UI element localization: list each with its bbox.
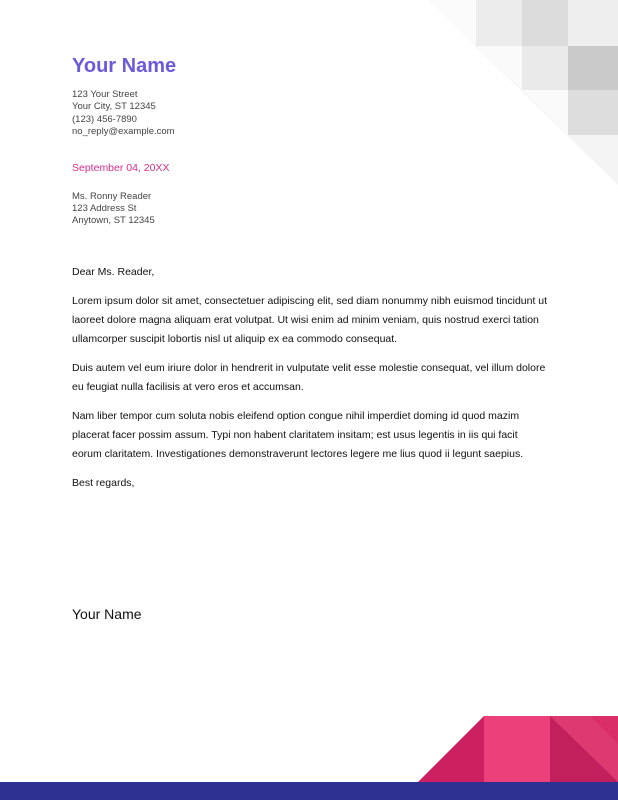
salutation: Dear Ms. Reader,: [72, 266, 155, 278]
recipient-address: [72, 191, 155, 227]
letter-date: September 04, 20XX: [72, 162, 170, 174]
header-decoration: [428, 0, 618, 185]
paragraph: Nam liber tempor cum soluta nobis eleifend option congue nihil imperdiet doming id quod mazim placerat facer possim assum. Typi non habent claritatem insitam; est usus legentis in iis qui facit eorum claritatem. Investigationes demonstraverunt lectores legere me lius quod ii legunt saepius.: [72, 410, 524, 460]
footer-band: [0, 782, 618, 800]
sender-street: 123 Your Street: [72, 89, 138, 100]
recipient-street: 123 Address St: [72, 203, 137, 214]
sender-phone: (123) 456-7890: [72, 113, 137, 125]
paragraph: Lorem ipsum dolor sit amet, consectetuer adipiscing elit, sed diam nonummy nibh euismod tincidunt ut laoreet dolore magna aliquam erat volutpat. Ut wisi enim ad minim veniam, quis nostrud exerci tation ullamcorper suscipit lobortis nisl ut aliquip ex ea commodo consequat.: [72, 295, 548, 345]
signature-name: Your Name: [72, 606, 142, 622]
sender-city: Your City, ST 12345: [72, 101, 156, 113]
paragraph: Duis autem vel eum iriure dolor in hendrerit in vulputate velit esse molestie consequat, vel illum dolore eu feugiat nulla facilisis at vero eros et accumsan.: [72, 362, 546, 393]
sender-email: no_reply@example.com: [72, 125, 175, 137]
closing: Best regards,: [72, 477, 135, 489]
letter-body: [72, 263, 548, 503]
sender-address: [72, 89, 175, 138]
sender-name: Your Name: [72, 55, 177, 77]
recipient-name: Ms. Ronny Reader: [72, 191, 152, 202]
recipient-city: Anytown, ST 12345: [72, 215, 155, 226]
